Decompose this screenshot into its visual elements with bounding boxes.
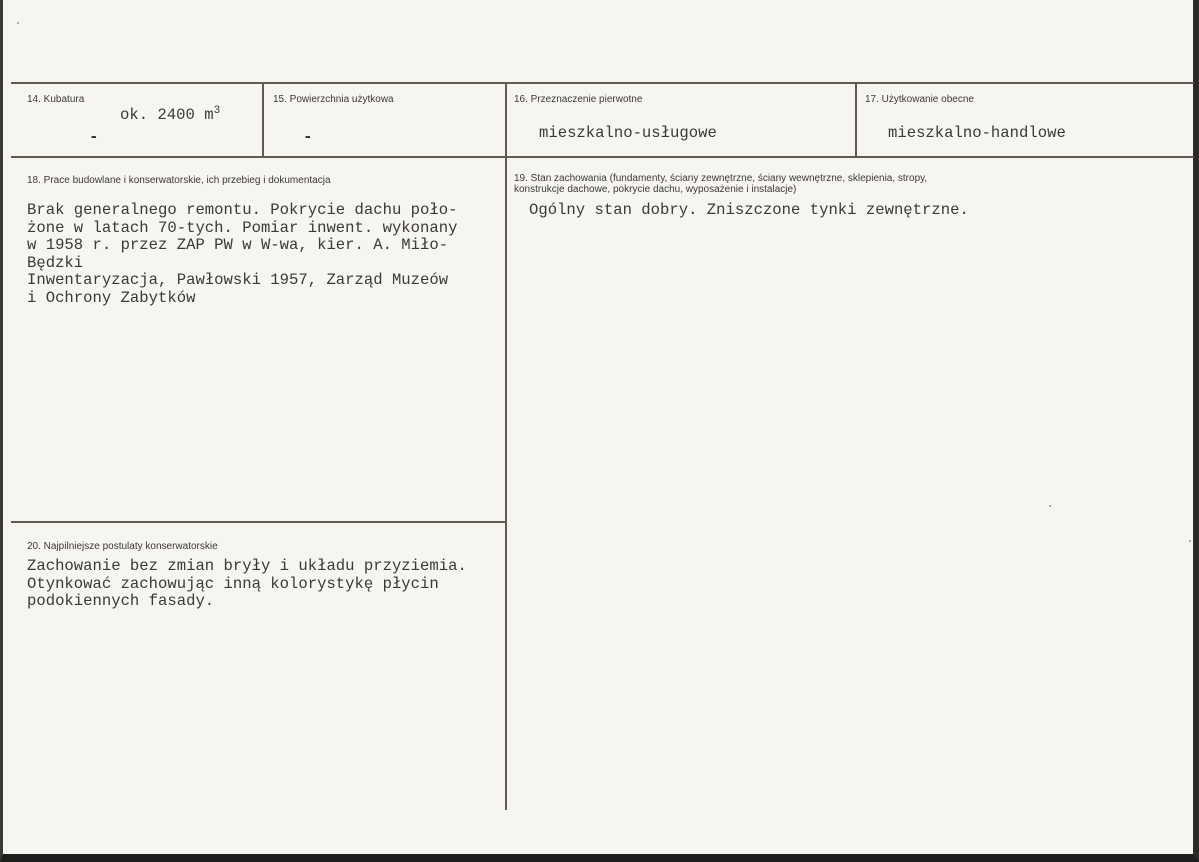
field-14-dash: -	[89, 128, 99, 146]
field-15-value: -	[303, 128, 313, 146]
field-20-label: 20. Najpilniejsze postulaty konserwatorskie	[27, 541, 218, 552]
divider-16-17	[855, 83, 857, 157]
paper-speck	[1189, 540, 1191, 542]
paper-speck	[17, 22, 19, 24]
field-18-label: 18. Prace budowlane i konserwatorskie, ich przebieg i dokumentacja	[27, 175, 331, 186]
field-18-value: Brak generalnego remontu. Pokrycie dachu poło- żone w latach 70-tych. Pomiar inwent. wykonany w 1958 r. przez ZAP PW w W-wa, kier. A. Miło- Będzki Inwentaryzacja, Pawłowski 1957, Zarząd Muzeów i Ochrony Zabytków	[27, 201, 458, 307]
field-19-value: Ogólny stan dobry. Zniszczone tynki zewnętrzne.	[529, 201, 969, 219]
field-20-value: Zachowanie bez zmian bryły i układu przyziemia. Otynkować zachowując inną kolorystykę płycin podokiennych fasady.	[27, 557, 467, 610]
top-rule	[11, 82, 1194, 84]
field-14-label: 14. Kubatura	[27, 94, 85, 105]
paper-speck	[1049, 505, 1051, 507]
divider-14-15	[262, 83, 264, 157]
field-17-value: mieszkalno-handlowe	[888, 124, 1066, 142]
field-16-value: mieszkalno-usługowe	[539, 124, 717, 142]
field-14-value-text: ok. 2400 m	[120, 106, 214, 125]
field-14-value	[120, 103, 220, 125]
field-19-label: 19. Stan zachowania (fundamenty, ściany zewnętrzne, ściany wewnętrzne, sklepienia, stropy, konstrukcje dachowe, pokrycie dachu, wyposażenie i instalacje)	[514, 173, 928, 195]
row1-bottom-rule	[11, 156, 1194, 158]
divider-15-16	[505, 83, 507, 810]
field-16-label: 16. Przeznaczenie pierwotne	[514, 94, 643, 105]
field-17-label: 17. Użytkowanie obecne	[865, 94, 974, 105]
field-15-label: 15. Powierzchnia użytkowa	[273, 94, 394, 105]
field-14-superscript: 3	[213, 105, 221, 117]
section18-bottom-rule	[11, 521, 505, 523]
